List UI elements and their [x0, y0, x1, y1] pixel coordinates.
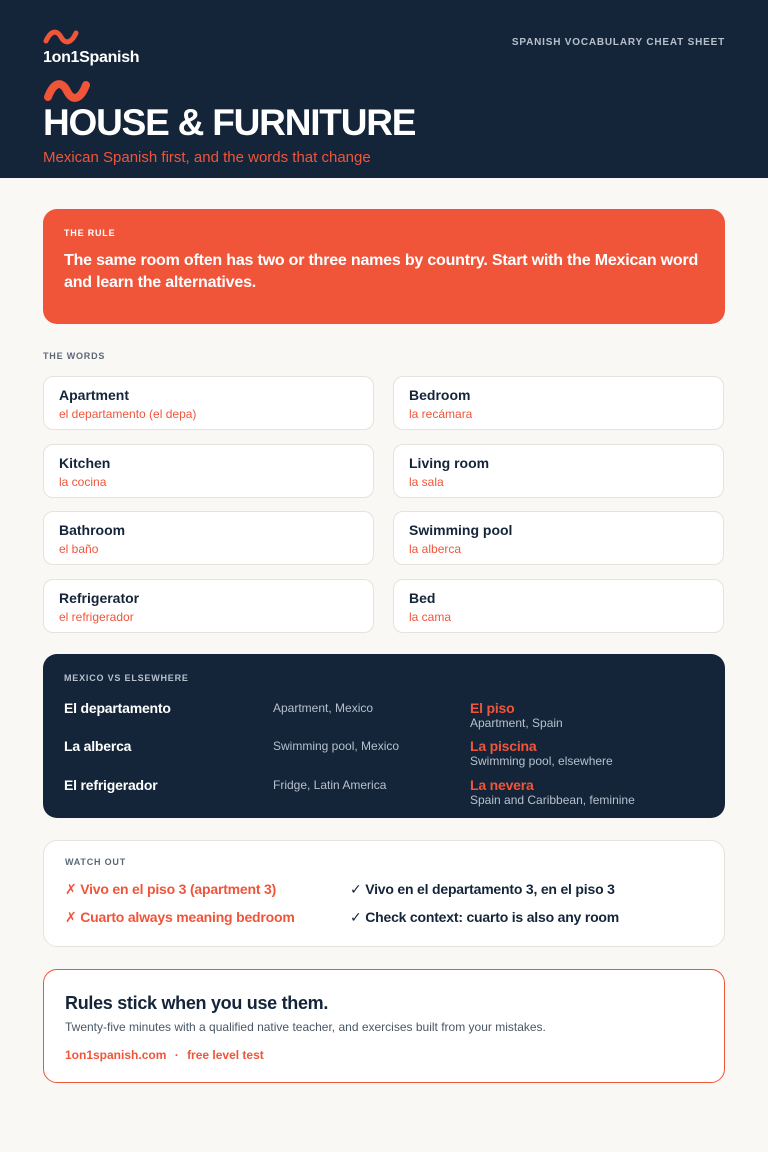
word-english: Bedroom [409, 387, 471, 403]
rule-box [43, 209, 725, 324]
comparison-note: Swimming pool, Mexico [273, 739, 400, 753]
word-spanish: la alberca [409, 542, 462, 556]
word-card [393, 511, 724, 565]
word-card [43, 511, 374, 565]
word-english: Swimming pool [409, 522, 513, 538]
word-card [393, 579, 724, 633]
comparison-label: MEXICO VS ELSEWHERE [64, 673, 189, 683]
word-card [43, 579, 374, 633]
word-spanish: el baño [59, 542, 99, 556]
word-spanish: la sala [409, 475, 444, 489]
correct-usage: ✓ Vivo en el departamento 3, en el piso 3 [350, 881, 615, 897]
comparison-alternative: La nevera [470, 777, 534, 793]
cta-title: Rules stick when you use them. [65, 993, 329, 1013]
watch-out-label: WATCH OUT [65, 857, 127, 867]
wrong-usage: ✗ Cuarto always meaning bedroom [65, 909, 295, 925]
comparison-term: El refrigerador [64, 777, 158, 793]
comparison-alternative: El piso [470, 700, 515, 716]
logo-text: 1on1Spanish [43, 49, 140, 66]
comparison-note: Apartment, Mexico [273, 701, 374, 715]
page-title: HOUSE & FURNITURE [43, 102, 416, 143]
comparison-alternative-note: Apartment, Spain [470, 716, 563, 730]
correct-usage: ✓ Check context: cuarto is also any room [350, 909, 620, 925]
comparison-alternative: La piscina [470, 738, 537, 754]
header [0, 0, 768, 178]
cta-links [65, 1047, 703, 1063]
words-heading: THE WORDS [43, 351, 106, 361]
word-card [393, 444, 724, 498]
comparison-alternative-note: Swimming pool, elsewhere [470, 754, 613, 768]
comparison-panel [43, 654, 725, 818]
word-spanish: la cocina [59, 475, 107, 489]
website-link[interactable]: 1on1spanish.com [65, 1048, 167, 1062]
level-test-link[interactable]: free level test [187, 1048, 264, 1062]
word-card [43, 376, 374, 430]
word-spanish: el refrigerador [59, 610, 134, 624]
logo-wave-icon [43, 28, 79, 46]
word-english: Apartment [59, 387, 130, 403]
link-separator: · [174, 1048, 179, 1062]
rule-label: THE RULE [64, 228, 116, 238]
rule-text: The same room often has two or three names by country. Start with the Mexican word and learn the alternatives. [64, 252, 699, 291]
watch-out-panel [43, 840, 725, 947]
word-english: Living room [409, 455, 490, 471]
word-english: Kitchen [59, 455, 111, 471]
cta-text: Twenty-five minutes with a qualified native teacher, and exercises built from your mistakes. [65, 1020, 546, 1034]
word-spanish: la recámara [409, 407, 473, 421]
word-spanish: la cama [409, 610, 452, 624]
comparison-term: La alberca [64, 738, 132, 754]
comparison-term: El departamento [64, 700, 171, 716]
word-card [393, 376, 724, 430]
comparison-alternative-note: Spain and Caribbean, feminine [470, 793, 635, 807]
call-to-action [43, 969, 725, 1083]
word-english: Bathroom [59, 522, 126, 538]
word-english: Refrigerator [59, 590, 140, 606]
document-type: SPANISH VOCABULARY CHEAT SHEET [511, 37, 725, 48]
word-spanish: el departamento (el depa) [59, 407, 197, 421]
wrong-usage: ✗ Vivo en el piso 3 (apartment 3) [65, 881, 277, 897]
page-subtitle: Mexican Spanish first, and the words that change [43, 149, 371, 166]
word-english: Bed [409, 590, 436, 606]
comparison-note: Fridge, Latin America [273, 778, 387, 792]
word-card [43, 444, 374, 498]
